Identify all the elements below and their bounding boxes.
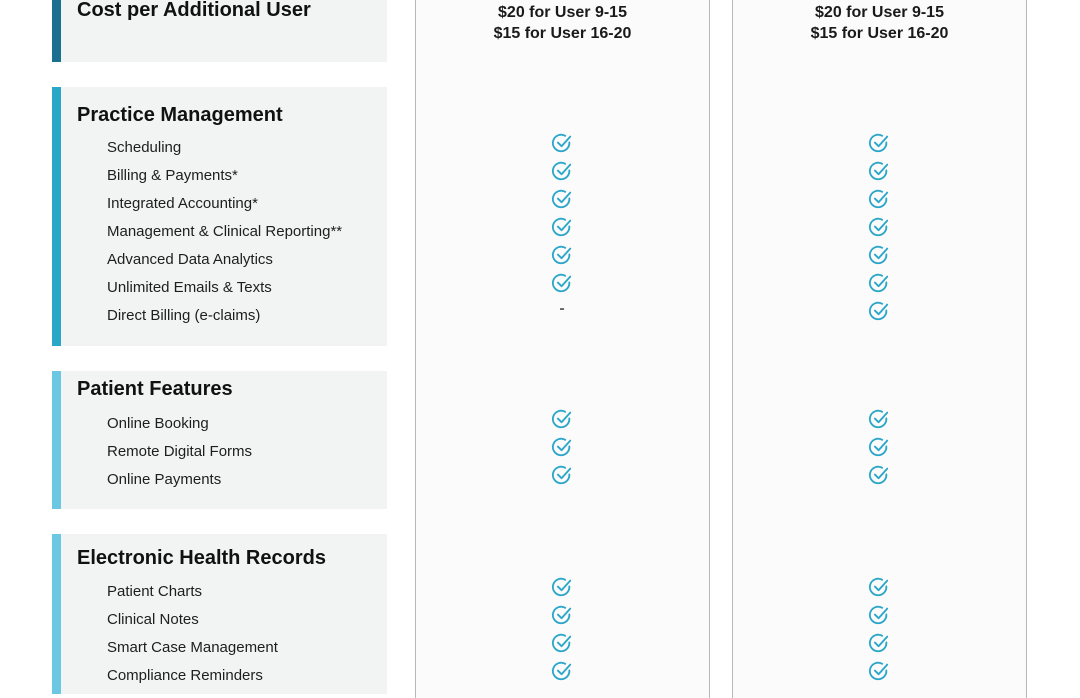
feature-management-clinical-reporting: Management & Clinical Reporting** [107, 223, 343, 240]
section-title-cost: Cost per Additional User [77, 0, 311, 21]
section-accent-bar [52, 371, 61, 509]
check-circle-icon [551, 160, 573, 182]
check-circle-icon [551, 216, 573, 238]
plan-a-cost-line-1: $20 for User 9-15 [498, 4, 627, 21]
check-circle-icon [868, 300, 890, 322]
section-title-ehr: Electronic Health Records [77, 547, 326, 569]
feature-integrated-accounting: Integrated Accounting* [107, 195, 258, 212]
check-circle-icon [551, 132, 573, 154]
check-circle-icon [551, 632, 573, 654]
feature-online-booking: Online Booking [107, 415, 209, 432]
check-circle-icon [868, 216, 890, 238]
feature-unlimited-emails-texts: Unlimited Emails & Texts [107, 279, 272, 296]
feature-remote-digital-forms: Remote Digital Forms [107, 443, 253, 460]
not-included-dash: - [559, 300, 565, 317]
feature-scheduling: Scheduling [107, 139, 182, 156]
section-patient-features [52, 371, 387, 509]
plan-a-cost-line-2: $15 for User 16-20 [493, 25, 632, 42]
check-circle-icon [868, 604, 890, 626]
check-circle-icon [551, 436, 573, 458]
check-circle-icon [551, 244, 573, 266]
feature-clinical-notes: Clinical Notes [107, 611, 199, 628]
feature-patient-charts: Patient Charts [107, 583, 203, 600]
check-circle-icon [868, 436, 890, 458]
feature-smart-case-management: Smart Case Management [107, 639, 278, 656]
check-circle-icon [868, 244, 890, 266]
plan-b-cost [733, 2, 1026, 44]
section-accent-bar [52, 0, 61, 62]
check-circle-icon [868, 160, 890, 182]
check-circle-icon [551, 464, 573, 486]
check-circle-icon [551, 604, 573, 626]
check-circle-icon [868, 464, 890, 486]
check-circle-icon [551, 272, 573, 294]
plan-b-cost-line-1: $20 for User 9-15 [815, 4, 944, 21]
check-circle-icon [551, 576, 573, 598]
feature-billing-payments: Billing & Payments* [107, 167, 238, 184]
check-circle-icon [551, 660, 573, 682]
check-circle-icon [868, 576, 890, 598]
check-circle-icon [868, 632, 890, 654]
check-circle-icon [868, 272, 890, 294]
section-cost-per-user [52, 0, 387, 62]
check-circle-icon [551, 188, 573, 210]
check-circle-icon [551, 408, 573, 430]
section-accent-bar [52, 534, 61, 694]
feature-advanced-data-analytics: Advanced Data Analytics [107, 251, 273, 268]
plan-b-cost-line-2: $15 for User 16-20 [810, 25, 949, 42]
feature-compliance-reminders: Compliance Reminders [107, 667, 263, 684]
check-circle-icon [868, 408, 890, 430]
feature-direct-billing: Direct Billing (e-claims) [107, 307, 261, 324]
section-accent-bar [52, 87, 61, 346]
section-practice-management [52, 87, 387, 346]
check-circle-icon [868, 660, 890, 682]
section-title-practice-management: Practice Management [77, 104, 283, 126]
check-circle-icon [868, 132, 890, 154]
plan-a-cost [416, 2, 709, 44]
check-circle-icon [868, 188, 890, 210]
section-title-patient-features: Patient Features [77, 378, 233, 400]
feature-online-payments: Online Payments [107, 471, 222, 488]
section-electronic-health-records [52, 534, 387, 694]
